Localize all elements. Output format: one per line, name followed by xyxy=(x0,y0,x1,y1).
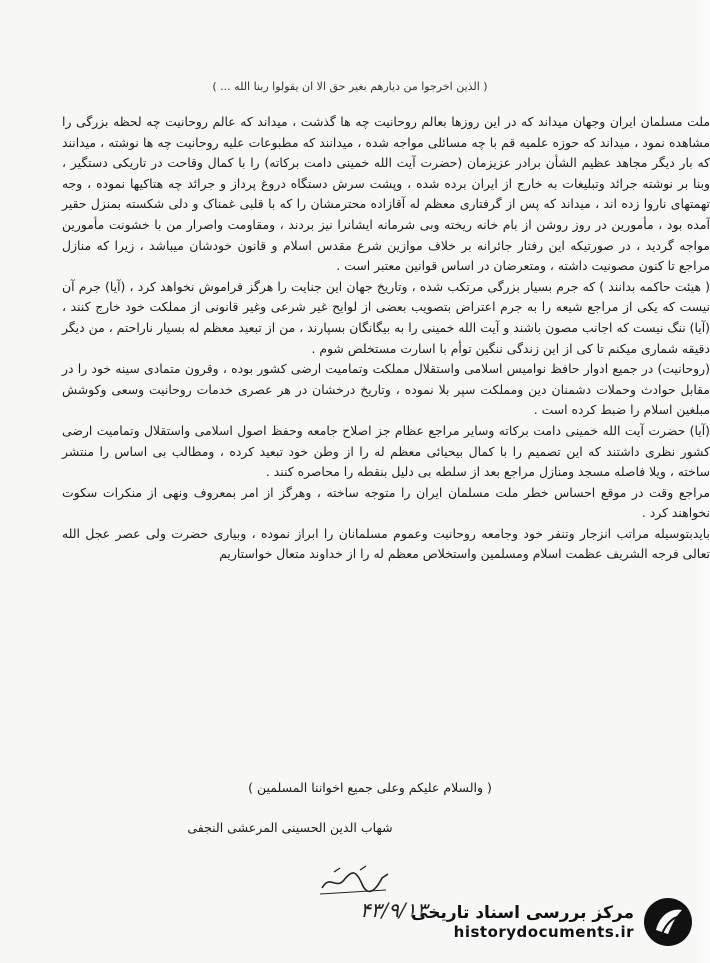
paragraph: (آیا) حضرت آیت الله خمینی دامت برکاته وسایر مراجع عظام جز اصلاح جامعه وحفظ اصول اسلامی واستقلال وتمامیت ارضی کشور نظری داشتند که این تصمیم را با کمال بیحیائی معظم له را از وطن خود تبعید کرده ، ومطالب بی اساس را منتشر ساخته ، ویلا فاصله مسجد ومنازل مراجع بعد از سلطه بی دلیل بنقطه را محاصره کنند . xyxy=(62,422,710,480)
archive-logo-icon xyxy=(642,896,694,948)
handwritten-date: ۴۳/۹/۱۳ xyxy=(360,898,428,922)
letter-body xyxy=(62,112,710,565)
paragraph: ملت مسلمان ایران وجهان میداند که در این روزها بعالم روحانیت چه ها گذشت ، میداند که عالم روحانیت چه لحظه بزرگی را مشاهده نمود ، میداند که حوزه علمیه قم با چه مسائلی مواجه شده ، میدانند که مطبوعات علیه روحانیت چه ها نوشته ، میدانند که بار دیگر مجاهد عظیم الشأن برادر عزیزمان (حضرت آیت الله خمینی دامت برکاته) را با کمال وقاحت در تاریکی دستگیر ، وبنا بر نوشته جرائد وتبلیغات به خارج از ایران برده شده ، وپشت سرش دستگاه دروغ پرداز و جرائد چه هتاکیها نموده ، وجه تهمتهای ناروا زده اند ، میداند که پس از گرفتاری معظم له آقازاده محترمشان را که با قلبی غمناک و دلی شکسته بمنزل حقیر آمده بود ، مأمورین در روز روشن از بام خانه ریخته وبی شرمانه ایشانرا نیز بردند ، ومقاومت واصرار من با خشونت مأمورین مواجه گردید ، در صورتیکه این رفتار جائرانه بر خلاف موازین شرع مقدس اسلام و قانون خودشان میباشد ، زیرا که منازل مراجع تا کنون مصونیت داشته ، ومتعرضان در اساس قوانین معتبر است . xyxy=(62,114,710,274)
paragraph: ( هیئت حاکمه بدانند ) که جرم بسیار بزرگی مرتکب شده ، وتاریخ جهان این جنایت را هرگز فراموش نخواهد کرد ، (آیا) جرم آن نیست که یکی از مراجع شیعه را به جرم اعتراض بتصویب بعضی از لوایح غیر شرعی وغیر قانونی از مملکت خود خارج کنند ، (آیا) ننگ نیست که اجانب مصون باشند و آیت الله خمینی را به بیگانگان بسپارند ، من از تبعید معظم له بسیار ناراحتم ، من دیگر دقیقه شماری میکنم تا کی از این زندگی ننگین توأم با اسارت مستخلص شوم . xyxy=(62,278,710,356)
paragraph: بایدبتوسیله مراتب انزجار وتنفر خود وجامعه روحانیت وعموم مسلمانان را ابراز نموده ، وبیاری حضرت ولی عصر عجل الله تعالی فرجه الشریف عظمت اسلام ومسلمین واستخلاص معظم له را از خداوند متعال خواستاریم xyxy=(62,525,710,562)
paragraph: مراجع وقت در موقع احساس خطر ملت مسلمان ایران را متوجه ساخته ، وهرگز از امر بمعروف ونهی از منکرات سکوت نخواهند کرد . xyxy=(62,484,710,521)
archive-watermark xyxy=(394,893,694,951)
paragraph: (روحانیت) در جمیع ادوار حافظ نوامیس اسلامی واستقلال مملکت وتمامیت ارضی کشور بوده ، وقرون متمادی سینه خود را در مقابل حوادث وحملات دشمنان دین ومملکت سپر بلا نموده ، وتاریخ درخشان در هر عصری خدمات روحانیت وسعی وکوشش مبلغین اسلام را ضبط کرده است . xyxy=(62,361,710,418)
closing-salutation: ( والسلام علیکم وعلی جمیع اخواننا المسلمین ) xyxy=(248,780,492,795)
handwritten-signature xyxy=(316,860,396,900)
watermark-url: historydocuments.ir xyxy=(453,923,634,941)
quranic-verse: ( الذین اخرجوا من دیارهم بغیر حق الا ان یقولوا ربنا الله ... ) xyxy=(212,80,488,93)
watermark-title: مرکز بررسی اسناد تاریخی xyxy=(411,903,634,923)
signer-name: شهاب الدین الحسینی المرعشی النجفی xyxy=(187,820,393,835)
